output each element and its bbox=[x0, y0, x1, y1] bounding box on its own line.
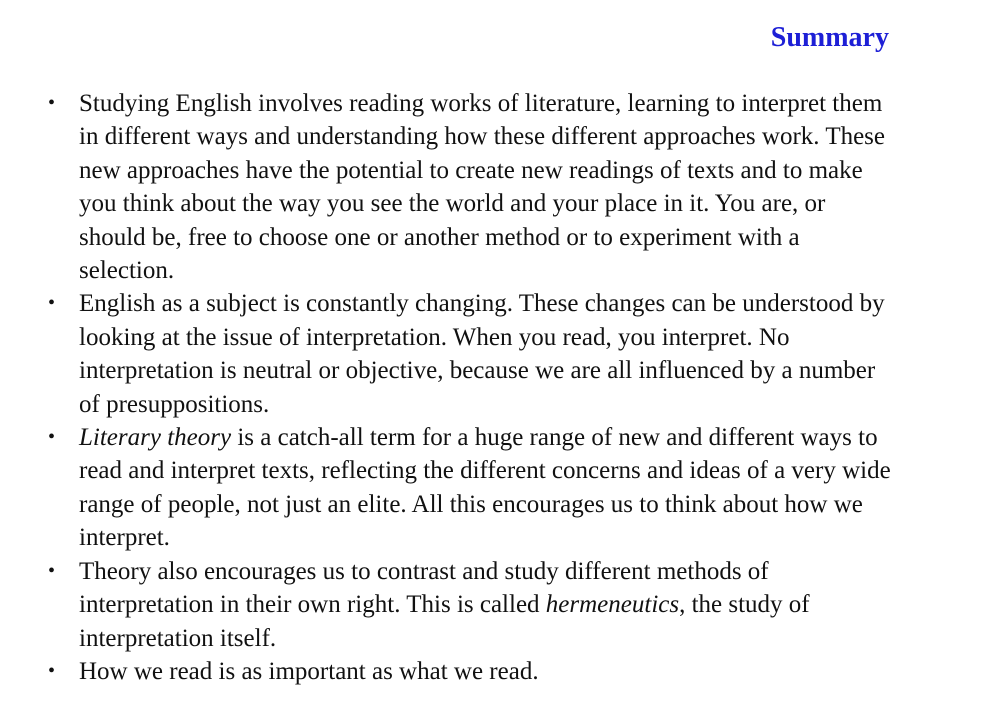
bullet-text: English as a subject is constantly changing. These changes can be understood by looking at the issue of interpretation. When you read, you interpret. No interpretation is neutral or objective, because we are all influenced by a number of presuppositions. bbox=[79, 290, 885, 418]
bullet-text: Studying English involves reading works of literature, learning to interpret them in different ways and understanding how these different approaches work. These new approaches have the potential to create new readings of texts and to make you think about the way you see the world and your place in it. You are, or should be, free to choose one or another method or to experiment with a selection. bbox=[79, 90, 886, 285]
summary-heading: Summary bbox=[770, 22, 889, 53]
bullet-text: is a catch-all term for a huge range of new and different ways to read and interpret texts, reflecting the different concerns and ideas of a very wide range of people, not just an elite. All this encourages us to think about how we interpret. bbox=[79, 424, 891, 552]
bullet-item-literary-theory bbox=[48, 421, 898, 555]
bullet-text-after: , the study of interpretation itself. bbox=[79, 591, 810, 652]
bullet-item-english-changing bbox=[48, 287, 898, 421]
bullet-item-how-we-read bbox=[48, 655, 898, 688]
bullet-icon: • bbox=[48, 92, 56, 114]
bullet-text: How we read is as important as what we read. bbox=[79, 657, 539, 685]
bullet-item-hermeneutics bbox=[48, 555, 898, 655]
bullet-item-studying-english bbox=[48, 87, 898, 287]
bullet-icon: • bbox=[48, 426, 56, 449]
bullet-text-before: Theory also encourages us to contrast and study different methods of interpretation in their own right. This is called bbox=[79, 557, 769, 619]
bullet-icon: • bbox=[48, 559, 56, 582]
italic-term-hermeneutics: hermeneutics bbox=[545, 591, 680, 619]
bullet-icon: • bbox=[48, 292, 56, 315]
summary-bullet-list bbox=[48, 87, 898, 688]
italic-term-literary-theory: Literary theory bbox=[79, 424, 232, 452]
bullet-icon: • bbox=[48, 659, 56, 682]
